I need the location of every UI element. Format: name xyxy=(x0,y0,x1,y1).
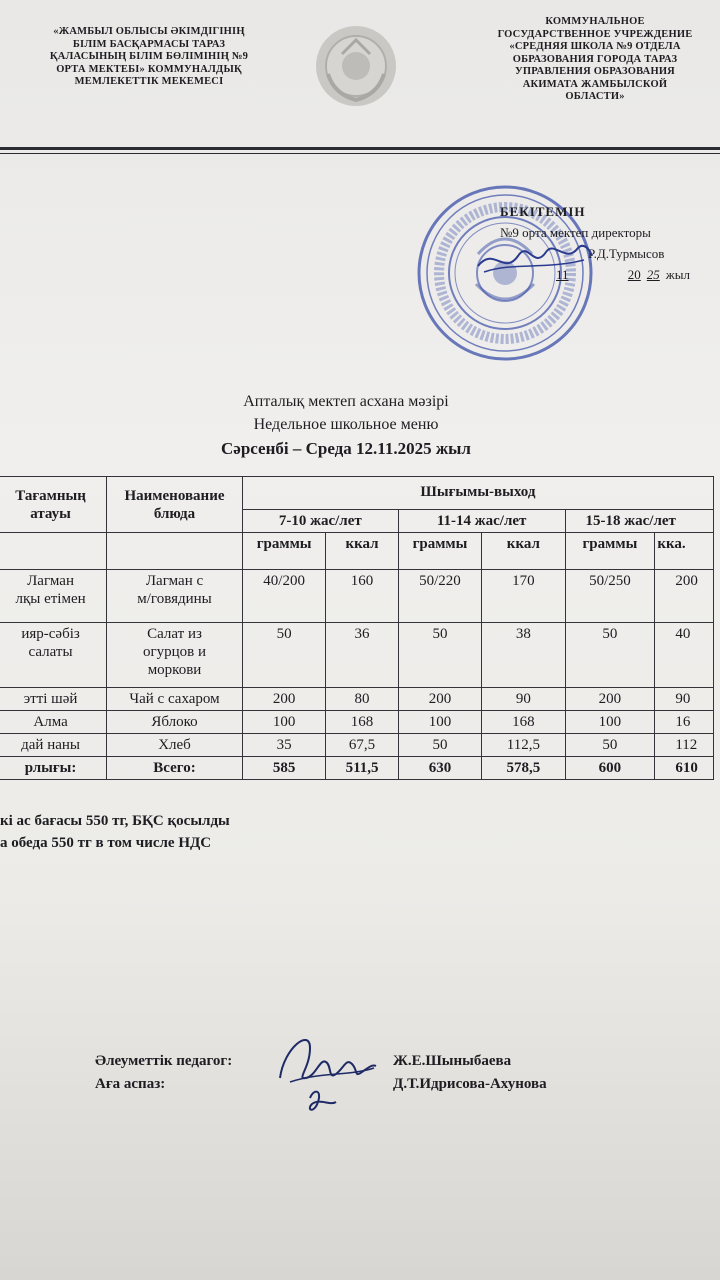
total-label-ru: Всего: xyxy=(107,757,243,780)
table-row xyxy=(0,734,714,757)
dish-kz: ияр-сәбіз салаты xyxy=(0,623,107,688)
value-cell: 100 xyxy=(565,711,655,734)
value-cell: 200 xyxy=(655,570,714,623)
approval-date-year: 25 xyxy=(646,267,660,282)
dish-ru: Хлеб xyxy=(107,734,243,757)
total-row xyxy=(0,757,714,780)
unit-grams: граммы xyxy=(398,533,481,570)
value-cell: 90 xyxy=(655,688,714,711)
approval-date-day: 11 xyxy=(556,267,569,282)
table-header-row xyxy=(0,477,714,510)
table-row xyxy=(0,688,714,711)
age-group-11-14: 11-14 жас/лет xyxy=(398,510,565,533)
unit-kcal: ккал xyxy=(326,533,398,570)
col-header-output: Шығымы-выход xyxy=(242,477,713,510)
approval-title: БЕКІТЕМІН xyxy=(500,204,586,219)
value-cell: 168 xyxy=(482,711,565,734)
value-cell: 200 xyxy=(242,688,325,711)
dish-ru: Чай с сахаром xyxy=(107,688,243,711)
units-blank xyxy=(107,533,243,570)
menu-table xyxy=(0,476,714,780)
menu-title-ru: Недельное школьное меню xyxy=(253,416,439,433)
director-signature-icon xyxy=(474,226,594,286)
value-cell: 50/220 xyxy=(398,570,481,623)
value-cell: 50 xyxy=(565,734,655,757)
header-org-ru: КОММУНАЛЬНОЕ ГОСУДАРСТВЕННОЕ УЧРЕЖДЕНИЕ «СРЕДНЯЯ ШКОЛА №9 ОТДЕЛА ОБРАЗОВАНИЯ ГОРОДА ТАРАЗ УПРАВЛЕНИЯ ОБРАЗОВАНИЯ АКИМАТА ЖАМБЫЛСКОЙ ОБЛАСТИ» xyxy=(497,16,693,102)
total-label-kz: рлығы: xyxy=(0,757,107,780)
value-cell: 112 xyxy=(655,734,714,757)
age-group-7-10: 7-10 жас/лет xyxy=(242,510,398,533)
value-cell: 112,5 xyxy=(482,734,565,757)
value-cell: 36 xyxy=(326,623,398,688)
approval-date-suffix: жыл xyxy=(665,267,690,282)
unit-grams: граммы xyxy=(242,533,325,570)
value-cell: 40/200 xyxy=(242,570,325,623)
col-header-kz: Тағамның атауы xyxy=(0,477,107,533)
dish-ru: Салат из огурцов и моркови xyxy=(107,623,243,688)
total-cell: 578,5 xyxy=(482,757,565,780)
value-cell: 90 xyxy=(482,688,565,711)
signature-roles xyxy=(95,1050,232,1096)
pedagogue-signature-icon xyxy=(270,1018,380,1128)
approval-date-century: 20 xyxy=(627,267,641,282)
total-cell: 610 xyxy=(655,757,714,780)
total-cell: 630 xyxy=(398,757,481,780)
value-cell: 50/250 xyxy=(565,570,655,623)
value-cell: 50 xyxy=(398,623,481,688)
signature-names xyxy=(393,1050,547,1096)
name-head-cook: Д.Т.Идрисова-Ахунова xyxy=(393,1076,547,1092)
header-org-kz: «ЖАМБЫЛ ОБЛЫСЫ ӘКІМДІГІНІҢ БІЛІМ БАСҚАРМАСЫ ТАРАЗ ҚАЛАСЫНЫҢ БІЛІМ БӨЛІМІНІҢ №9 ОРТА МЕКТЕБІ» КОММУНАЛДЫҚ МЕМЛЕКЕТТІК МЕКЕМЕСІ xyxy=(49,26,249,87)
value-cell: 16 xyxy=(655,711,714,734)
value-cell: 200 xyxy=(398,688,481,711)
total-cell: 600 xyxy=(565,757,655,780)
value-cell: 50 xyxy=(242,623,325,688)
unit-kcal: ккал xyxy=(482,533,565,570)
dish-kz: этті шәй xyxy=(0,688,107,711)
value-cell: 200 xyxy=(565,688,655,711)
dish-ru: Лагман с м/говядины xyxy=(107,570,243,623)
approval-director-name: Р.Д.Турмысов xyxy=(588,246,665,261)
table-row xyxy=(0,711,714,734)
value-cell: 100 xyxy=(242,711,325,734)
value-cell: 50 xyxy=(398,734,481,757)
price-note-kz: кі ас бағасы 550 тг, БҚС қосылды xyxy=(0,813,230,829)
total-cell: 585 xyxy=(242,757,325,780)
col-header-ru: Наименование блюда xyxy=(107,477,243,533)
total-cell: 511,5 xyxy=(326,757,398,780)
value-cell: 40 xyxy=(655,623,714,688)
value-cell: 80 xyxy=(326,688,398,711)
value-cell: 50 xyxy=(565,623,655,688)
name-social-pedagogue: Ж.Е.Шыныбаева xyxy=(393,1053,512,1069)
value-cell: 35 xyxy=(242,734,325,757)
units-blank xyxy=(0,533,107,570)
value-cell: 67,5 xyxy=(326,734,398,757)
table-row xyxy=(0,570,714,623)
price-notes xyxy=(0,810,230,854)
value-cell: 100 xyxy=(398,711,481,734)
dish-kz: дай наны xyxy=(0,734,107,757)
unit-kcal: кка. xyxy=(655,533,714,570)
header-rule-thin xyxy=(0,153,720,154)
state-emblem-icon xyxy=(314,24,398,108)
table-row xyxy=(0,623,714,688)
role-social-pedagogue: Әлеуметтік педагог: xyxy=(95,1053,233,1069)
role-head-cook: Аға аспаз: xyxy=(95,1076,166,1092)
menu-date-title: Сәрсенбі – Среда 12.11.2025 жыл xyxy=(221,439,471,458)
units-row xyxy=(0,533,714,570)
value-cell: 160 xyxy=(326,570,398,623)
value-cell: 168 xyxy=(326,711,398,734)
value-cell: 38 xyxy=(482,623,565,688)
value-cell: 170 xyxy=(482,570,565,623)
price-note-ru: а обеда 550 тг в том числе НДС xyxy=(0,835,212,851)
dish-kz: Лагман лқы етімен xyxy=(0,570,107,623)
menu-title-kz: Апталық мектеп асхана мәзірі xyxy=(243,393,449,410)
dish-kz: Алма xyxy=(0,711,107,734)
approval-position: №9 орта мектеп директоры xyxy=(500,225,651,240)
age-group-15-18: 15-18 жас/лет xyxy=(565,510,714,533)
unit-grams: граммы xyxy=(565,533,655,570)
dish-ru: Яблоко xyxy=(107,711,243,734)
header-rule-thick xyxy=(0,147,720,150)
